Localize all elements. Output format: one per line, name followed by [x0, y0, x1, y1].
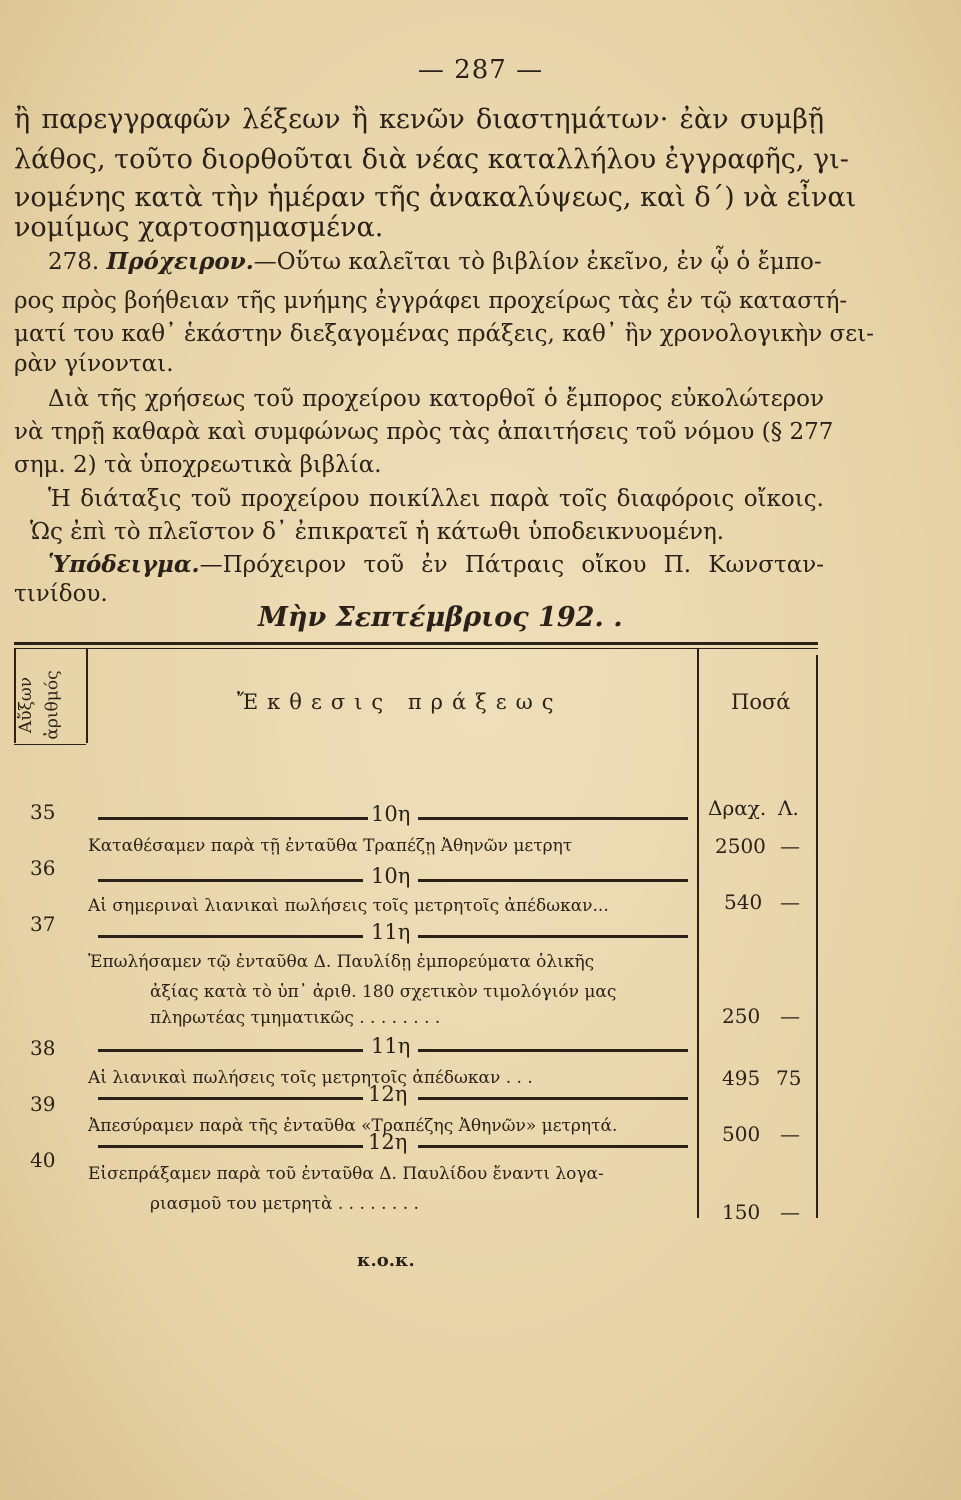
header-serial-b: ἀριθμός — [42, 670, 63, 740]
section-title: Πρόχειρον. — [106, 248, 254, 275]
ledger-entry: ἀξίας κατὰ τὸ ὑπ᾽ ἀριθ. 180 σχετικὸν τιμολόγιόν μας — [150, 982, 617, 1002]
ledger-entry: Ἀπεσύραμεν παρὰ τῆς ἐνταῦθα «Τραπέζης Ἀθηνῶν» μετρητά. — [88, 1116, 618, 1136]
text-line: λάθος, τοῦτο διορθοῦται διὰ νέας καταλλήλου ἐγγραφῆς, γι- — [14, 144, 849, 175]
ledger-entry: Εἰσεπράξαμεν παρὰ τοῦ ἐνταῦθα Δ. Παυλίδου ἔναντι λογα- — [88, 1164, 604, 1184]
amount-drachmas: 150 — [722, 1200, 761, 1224]
amount-lepta: — — [780, 890, 800, 914]
text-line: νομίμως χαρτοσημασμένα. — [14, 212, 384, 243]
row-number: 39 — [30, 1092, 56, 1116]
row-number: 38 — [30, 1036, 56, 1060]
ledger-entry: ριασμοῦ του μετρητὰ . . . . . . . . — [150, 1194, 419, 1214]
header-description: Ἔκθεσις πράξεως — [237, 690, 563, 714]
ledger-footer: κ.ο.κ. — [357, 1250, 415, 1271]
text-line: σημ. 2) τὰ ὑποχρεωτικὰ βιβλία. — [14, 452, 382, 478]
amount-drachmas: 495 — [722, 1066, 761, 1090]
ledger-entry: Αἱ λιανικαὶ πωλήσεις τοῖς μετρητοῖς ἀπέδωκαν . . . — [88, 1068, 533, 1088]
entry-date: 11η — [371, 920, 411, 944]
date-separator — [88, 1082, 693, 1108]
text-line: ἢ παρεγγραφῶν λέξεων ἢ κενῶν διαστημάτων· ἐὰν συμβῇ — [14, 104, 824, 135]
entry-date: 10η — [371, 864, 411, 888]
entry-date: 12η — [368, 1130, 408, 1154]
ledger-entry: Καταθέσαμεν παρὰ τῇ ἐνταῦθα Τραπέζῃ Ἀθηνῶν μετρητ — [88, 836, 573, 856]
amount-lepta: — — [780, 1004, 800, 1028]
amount-drachmas: 2500 — [715, 834, 766, 858]
row-number: 40 — [30, 1148, 56, 1172]
header-amounts: Ποσά — [731, 690, 791, 714]
text-line: νομένης κατὰ τὴν ἡμέραν τῆς ἀνακαλύψεως, καὶ δ΄) νὰ εἶναι — [14, 182, 857, 213]
header-serial-a: Αὔξων — [16, 676, 37, 734]
ledger-top-rule — [14, 642, 818, 645]
text-line: Ἡ διάταξις τοῦ προχείρου ποικίλλει παρὰ τοῖς διαφόροις οἴκοις. — [48, 486, 824, 512]
ledger-entry: Ἐπωλήσαμεν τῷ ἐνταῦθα Δ. Παυλίδῃ ἐμπορεύματα ὁλικῆς — [88, 952, 595, 972]
text-line: ματί του καθ᾽ ἑκάστην διεξαγομένας πράξεις, καθ᾽ ἣν χρονολογικὴν σει- — [14, 321, 874, 347]
currency-lepta: Λ. — [778, 796, 799, 820]
text-line: ρὰν γίνονται. — [14, 351, 174, 377]
amount-drachmas: 500 — [722, 1122, 761, 1146]
ledger-entry: Αἱ σημεριναὶ λιανικαὶ πωλήσεις τοῖς μετρητοῖς ἀπέδωκαν... — [88, 896, 609, 916]
example-text: —Πρόχειρον τοῦ ἐν Πάτραις οἴκου Π. Κωνσταν- — [199, 552, 824, 578]
text-line: νὰ τηρῇ καθαρὰ καὶ συμφώνως πρὸς τὰς ἀπαιτήσεις τοῦ νόμου (§ 277 — [14, 419, 834, 445]
amount-lepta: — — [780, 834, 800, 858]
date-separator — [88, 802, 693, 828]
amount-drachmas: 540 — [724, 890, 763, 914]
text-line: τινίδου. — [14, 581, 108, 607]
month-heading: Μὴν Σεπτέμβριος 192. . — [258, 602, 623, 633]
ledger-entry: πληρωτέας τμηματικῶς . . . . . . . . — [150, 1008, 441, 1028]
date-separator — [88, 1130, 693, 1156]
amount-lepta: — — [780, 1122, 800, 1146]
amount-lepta: 75 — [776, 1066, 802, 1090]
date-separator — [88, 864, 693, 890]
entry-date: 11η — [371, 1034, 411, 1058]
text-line: Ὡς ἐπὶ τὸ πλεῖστον δ᾽ ἐπικρατεῖ ἡ κάτωθι ὑποδεικνυομένη. — [30, 519, 725, 545]
entry-date: 12η — [368, 1082, 408, 1106]
section-278-heading — [48, 245, 824, 279]
page-number: — 287 — — [417, 55, 544, 85]
row-number: 36 — [30, 856, 56, 880]
amount-drachmas: 250 — [722, 1004, 761, 1028]
ledger-col-divider — [697, 648, 699, 1218]
header-serial-number — [16, 665, 80, 745]
entry-date: 10η — [371, 802, 411, 826]
text-line: Διὰ τῆς χρήσεως τοῦ προχείρου κατορθοῖ ὁ ἔμπορος εὐκολώτερον — [48, 386, 824, 412]
currency-drachma: Δραχ. — [708, 796, 767, 820]
text-line: ρος πρὸς βοήθειαν τῆς μνήμης ἐγγράφει προχείρως τὰς ἐν τῷ καταστή- — [14, 288, 848, 314]
section-number: 278. — [48, 249, 100, 275]
row-number: 37 — [30, 912, 56, 936]
amount-lepta: — — [780, 1200, 800, 1224]
section-text: —Οὕτω καλεῖται τὸ βιβλίον ἐκεῖνο, ἐν ᾧ ὁ ἔμπο- — [253, 249, 822, 275]
ledger-right-border — [816, 655, 818, 1218]
ledger-col-divider — [86, 648, 88, 743]
row-number: 35 — [30, 800, 56, 824]
example-label: Ὑπόδειγμα. — [48, 551, 200, 578]
date-separator — [88, 920, 693, 946]
date-separator — [88, 1034, 693, 1060]
